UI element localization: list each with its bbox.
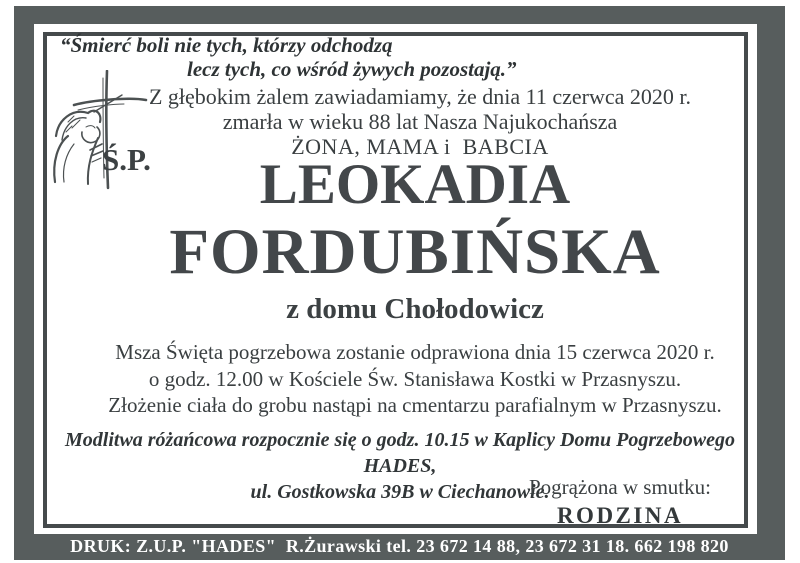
funeral-line2: o godz. 12.00 w Kościele Św. Stanisława Kostki w Przasnyszu. [148, 366, 682, 391]
rosary-line1: Modlitwa różańcowa rozpocznie się o godz. 10.15 w Kaplicy Domu Pogrzebowego HADES, [64, 429, 736, 477]
announcement-line1: Z głębokim żalem zawiadamiamy, że dnia 11 czerwca 2020 r. [148, 84, 692, 109]
signature-label: Pogrążona w smutku: [529, 475, 711, 499]
deceased-maiden-name: z domu Chołodowicz [286, 293, 544, 325]
announcement-block [70, 84, 770, 159]
funeral-line1: Msza Święta pogrzebowa zostanie odprawiona dnia 15 czerwca 2020 r. [115, 340, 715, 364]
signature-block [460, 475, 780, 529]
funeral-line3: Złożenie ciała do grobu nastąpi na cmentarzu parafialnym w Przasnyszu. [108, 393, 722, 417]
deceased-first-name: LEOKADIA [259, 153, 571, 216]
print-footer: DRUK: Z.U.P. "HADES" R.Żurawski tel. 23 672 14 88, 23 672 31 18. 662 198 820 [70, 536, 729, 556]
signature-name: RODZINA [556, 503, 684, 528]
rosary-line2: ul. Gostkowska 39B w Ciechanowie. [250, 481, 550, 503]
announcement-line3: ŻONA, MAMA i BABCIA [291, 134, 549, 159]
quote-line1: “Śmierć boli nie tych, którzy odchodzą [60, 33, 393, 57]
deceased-last-name: FORDUBIŃSKA [169, 216, 661, 288]
funeral-details-block [65, 339, 765, 419]
quote-line2: lecz tych, co wśród żywych pozostają.” [187, 57, 517, 81]
deceased-name-block [50, 154, 780, 326]
sp-abbreviation: Ś.P. [102, 142, 151, 177]
announcement-line2: zmarła w wieku 88 lat Nasza Najukochańsza [222, 109, 618, 134]
